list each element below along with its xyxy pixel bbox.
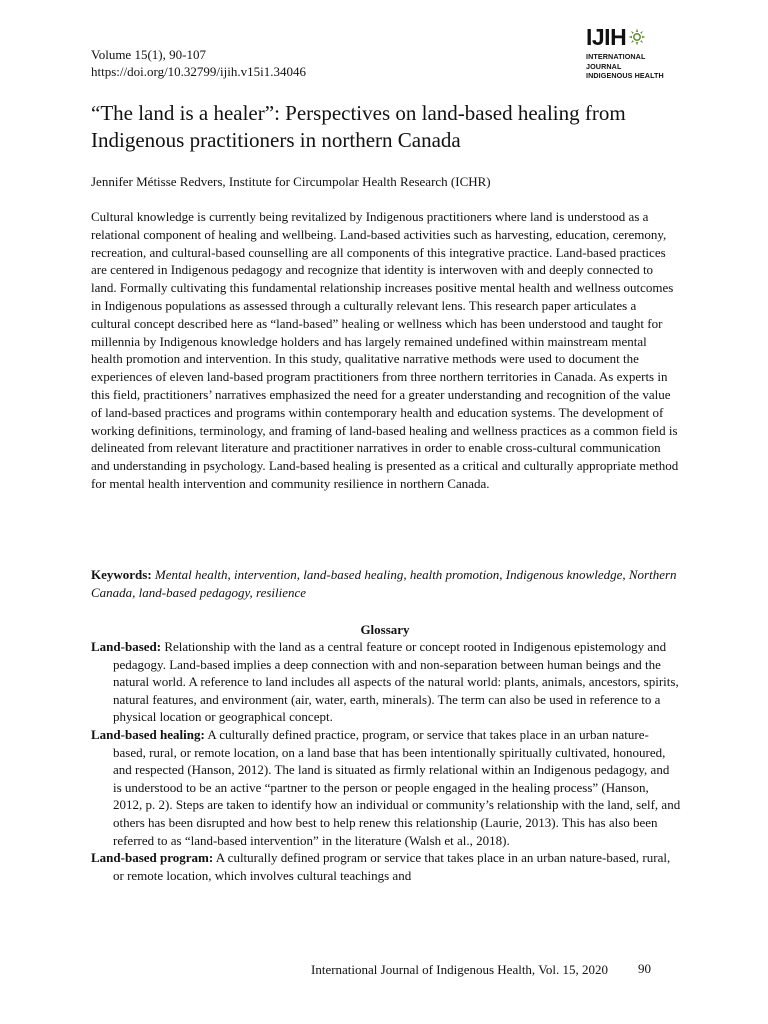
volume-info: Volume 15(1), 90-107 (91, 47, 206, 62)
page-number: 90 (638, 961, 651, 976)
article-meta (91, 46, 306, 80)
glossary-definition: A culturally defined practice, program, or service that takes place in an urban nature-based, rural, or remote location, on a land base that has been intentionally spiritually cultivated, honoured, and respected (Hanson, 2012). The land is situated as firmly relational within an Indigenous pedagogy, and is understood to be an active “partner to the person or people engaged in the healing process” (Hanson, 2012, p. 2). Steps are taken to identify how an individual or community’s relationship with the land, self, and others has been disrupted and how best to help renew this relationship (Laurie, 2013). This has also been referred to as “land-based intervention” in the literature (Walsh et al., 2018). (113, 726, 681, 848)
logo-subtitle (586, 52, 666, 81)
footer-journal: International Journal of Indigenous Health, Vol. 15, 2020 (311, 962, 609, 977)
doi-link[interactable]: https://doi.org/10.32799/ijih.v15i1.34046 (91, 64, 306, 79)
author-line: Jennifer Métisse Redvers, Institute for Circumpolar Health Research (ICHR) (91, 174, 491, 189)
logo-line-2: INDIGENOUS HEALTH (586, 71, 664, 80)
glossary-term: Land-based healing: (91, 726, 205, 742)
logo-line-1: INTERNATIONAL JOURNAL (586, 52, 646, 71)
keywords (91, 566, 681, 601)
glossary-term: Land-based program: (91, 850, 214, 866)
glossary (91, 638, 681, 884)
logo-mark (586, 24, 666, 50)
journal-logo (586, 24, 666, 84)
sun-leaf-icon (628, 28, 646, 46)
logo-text: IJIH (586, 24, 627, 50)
glossary-entry (91, 638, 681, 726)
keywords-list: Mental health, intervention, land-based healing, health promotion, Indigenous knowledge, Northern Canada, land-based pedagogy, resilience (91, 567, 677, 600)
abstract: Cultural knowledge is currently being revitalized by Indigenous practitioners where land is understood as a relational component of healing and wellbeing. Land-based activities such as harvesting, education, ceremony, recreation, and cultural-based counselling are all components of this integrative practice. Land-based practices are centered in Indigenous pedagogy and recognize that identity is interwoven with and deeply connected to land. Formally cultivating this fundamental relationship increases positive mental health and wellness outcomes in Indigenous populations as assessed through a culturally relevant lens. This research paper articulates a cultural concept described here as “land-based” healing or wellness which has been understood and taught for millennia by Indigenous knowledge holders and has largely remained undefined within mainstream mental health promotion and intervention. In this study, qualitative narrative methods were used to document the experiences of eleven land-based program practitioners from three northern territories in Canada. As experts in this field, practitioners’ narratives emphasized the need for a greater understanding and recognition of the value of land-based practices and programs within contemporary health and education systems. The development of working definitions, terminology, and framing of land-based healing and wellness practices as a common field is delineated from relevant literature and practitioner narratives in order to enable cross-cultural communication and understanding in psychology. Land-based healing is presented as a critical and culturally appropriate method for mental health intervention and community resilience in northern Canada. (91, 209, 679, 491)
article-title: “The land is a healer”: Perspectives on land-based healing from Indigenous practitioners in northern Canada (91, 101, 626, 152)
keywords-label: Keywords: (91, 567, 152, 582)
glossary-title: Glossary (360, 622, 410, 637)
glossary-term: Land-based: (91, 639, 162, 654)
glossary-entry (91, 849, 681, 884)
glossary-entry (91, 726, 681, 849)
glossary-definition: A culturally defined program or service that takes place in an urban nature-based, rural, or remote location, which involves cultural teachings and (113, 850, 671, 883)
glossary-definition: Relationship with the land as a central feature or concept rooted in Indigenous epistemology and pedagogy. Land-based implies a deep connection with and non-separation between human beings and the natural world. A reference to land includes all aspects of the natural world: plants, animals, ancestors, spirits, natural features, and environment (air, water, earth, minerals). The term can also be used in reference to a physical location or geographical concept. (113, 639, 679, 725)
